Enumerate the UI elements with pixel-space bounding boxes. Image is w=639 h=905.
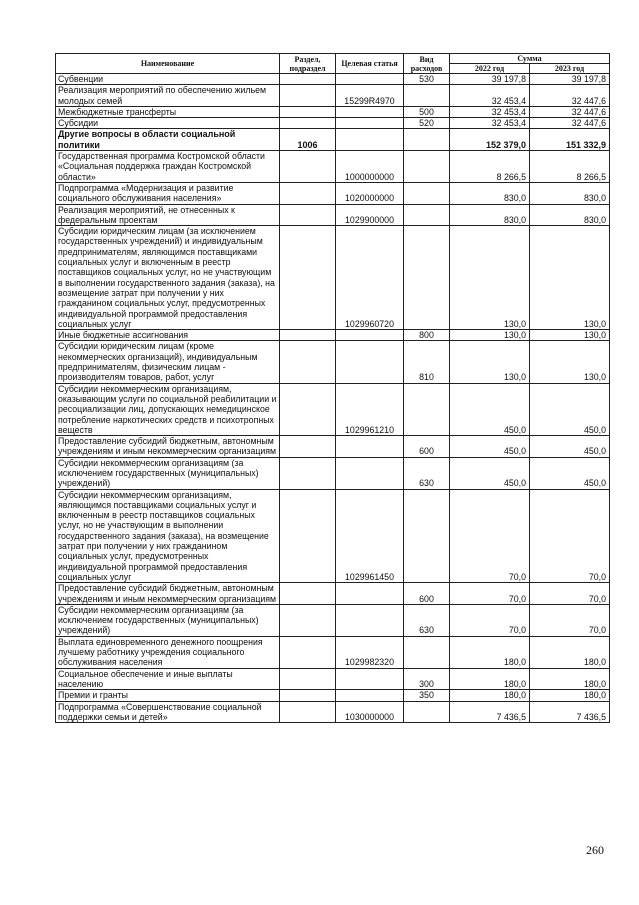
- cell-2022: 450,0: [450, 457, 530, 489]
- cell-name: Субсидии: [56, 118, 280, 129]
- cell-2022: 70,0: [450, 583, 530, 605]
- cell-2022: 32 453,4: [450, 85, 530, 107]
- cell-target: 1030000000: [336, 701, 404, 723]
- cell-2022: 180,0: [450, 636, 530, 668]
- cell-2023: 32 447,6: [530, 118, 610, 129]
- cell-target: [336, 668, 404, 690]
- cell-name: Предоставление субсидий бюджетным, автономным учреждениям и иным некоммерческим организациям: [56, 583, 280, 605]
- cell-target: [336, 118, 404, 129]
- table-row: [56, 341, 610, 383]
- cell-target: [336, 330, 404, 341]
- cell-name: Реализация мероприятий по обеспечению жильем молодых семей: [56, 85, 280, 107]
- cell-2022: 152 379,0: [450, 129, 530, 151]
- cell-2023: 180,0: [530, 668, 610, 690]
- cell-section: [280, 330, 336, 341]
- cell-kind: 350: [404, 690, 450, 701]
- cell-name: Субсидии некоммерческим организациям, являющимся поставщиками социальных услуг и включенным в реестр поставщиков социальных услуг, но не участвующим в выполнении государственного задания (заказа), на возмещение затрат при получении у них гражданином социальных услуг, предусмотренных индивидуальной программой предоставления социальных услуг: [56, 489, 280, 583]
- header-target: Целевая статья: [336, 54, 404, 74]
- cell-2023: 830,0: [530, 182, 610, 204]
- cell-target: 1020000000: [336, 182, 404, 204]
- table-row: [56, 330, 610, 341]
- table-row: [56, 106, 610, 117]
- header-kind: Вид расходов: [404, 54, 450, 74]
- cell-section: [280, 106, 336, 117]
- cell-section: [280, 436, 336, 458]
- cell-2023: 70,0: [530, 489, 610, 583]
- cell-name: Субсидии некоммерческим организациям (за исключением государственных (муниципальных) учреждений): [56, 457, 280, 489]
- page-number: 260: [586, 843, 604, 857]
- cell-name: Иные бюджетные ассигнования: [56, 330, 280, 341]
- cell-target: 1029900000: [336, 204, 404, 226]
- cell-name: Субсидии юридическим лицам (кроме некоммерческих организаций), индивидуальным предпринимателям, физическим лицам - производителям товаров, работ, услуг: [56, 341, 280, 383]
- cell-2023: 450,0: [530, 457, 610, 489]
- header-sum: Сумма: [450, 54, 610, 64]
- cell-name: Реализация мероприятий, не отнесенных к федеральным проектам: [56, 204, 280, 226]
- cell-kind: [404, 636, 450, 668]
- cell-2023: 180,0: [530, 690, 610, 701]
- cell-kind: [404, 701, 450, 723]
- cell-kind: [404, 182, 450, 204]
- cell-section: [280, 74, 336, 85]
- table-row: [56, 85, 610, 107]
- cell-section: [280, 668, 336, 690]
- cell-2022: 32 453,4: [450, 106, 530, 117]
- cell-target: 1029961450: [336, 489, 404, 583]
- cell-section: [280, 690, 336, 701]
- table-row: [56, 74, 610, 85]
- cell-name: Подпрограмма «Совершенствование социальной поддержки семьи и детей»: [56, 701, 280, 723]
- cell-section: [280, 204, 336, 226]
- cell-2023: 450,0: [530, 383, 610, 435]
- table-row: [56, 204, 610, 226]
- cell-2022: 180,0: [450, 668, 530, 690]
- cell-2022: 130,0: [450, 341, 530, 383]
- cell-kind: 630: [404, 604, 450, 636]
- cell-section: [280, 636, 336, 668]
- cell-kind: 600: [404, 436, 450, 458]
- cell-name: Другие вопросы в области социальной политики: [56, 129, 280, 151]
- cell-kind: 810: [404, 341, 450, 383]
- cell-kind: [404, 151, 450, 183]
- cell-section: [280, 341, 336, 383]
- cell-section: [280, 226, 336, 330]
- table-row: [56, 489, 610, 583]
- cell-2023: 180,0: [530, 636, 610, 668]
- cell-section: [280, 457, 336, 489]
- cell-kind: [404, 85, 450, 107]
- table-row: [56, 636, 610, 668]
- cell-name: Субсидии некоммерческим организациям (за исключением государственных (муниципальных) учреждений): [56, 604, 280, 636]
- cell-2023: 450,0: [530, 436, 610, 458]
- cell-2023: 7 436,5: [530, 701, 610, 723]
- table-row: [56, 182, 610, 204]
- table-row: [56, 151, 610, 183]
- cell-2022: 70,0: [450, 604, 530, 636]
- cell-kind: [404, 129, 450, 151]
- cell-target: [336, 583, 404, 605]
- cell-section: [280, 383, 336, 435]
- cell-target: [336, 106, 404, 117]
- cell-section: [280, 151, 336, 183]
- table-row: [56, 668, 610, 690]
- table-row: [56, 457, 610, 489]
- cell-section: [280, 489, 336, 583]
- cell-section: 1006: [280, 129, 336, 151]
- table-row: [56, 436, 610, 458]
- cell-2023: 39 197,8: [530, 74, 610, 85]
- cell-2022: 130,0: [450, 330, 530, 341]
- cell-2023: 130,0: [530, 341, 610, 383]
- table-row: [56, 604, 610, 636]
- table-row: [56, 129, 610, 151]
- cell-section: [280, 182, 336, 204]
- cell-target: [336, 457, 404, 489]
- cell-2023: 70,0: [530, 583, 610, 605]
- table-row: [56, 583, 610, 605]
- table-body: [56, 74, 610, 723]
- cell-kind: 530: [404, 74, 450, 85]
- cell-2022: 39 197,8: [450, 74, 530, 85]
- cell-target: 1029961210: [336, 383, 404, 435]
- cell-2022: 32 453,4: [450, 118, 530, 129]
- cell-section: [280, 604, 336, 636]
- header-2023: 2023 год: [530, 64, 610, 74]
- cell-2023: 151 332,9: [530, 129, 610, 151]
- cell-2023: 32 447,6: [530, 85, 610, 107]
- cell-2022: 830,0: [450, 204, 530, 226]
- header-name: Наименование: [56, 54, 280, 74]
- cell-2023: 830,0: [530, 204, 610, 226]
- cell-kind: [404, 204, 450, 226]
- budget-table: [55, 53, 610, 723]
- cell-section: [280, 701, 336, 723]
- cell-2023: 8 266,5: [530, 151, 610, 183]
- cell-name: Государственная программа Костромской области «Социальная поддержка граждан Костромской области»: [56, 151, 280, 183]
- cell-name: Субвенции: [56, 74, 280, 85]
- cell-name: Предоставление субсидий бюджетным, автономным учреждениям и иным некоммерческим организациям: [56, 436, 280, 458]
- cell-section: [280, 118, 336, 129]
- cell-2022: 7 436,5: [450, 701, 530, 723]
- cell-name: Субсидии некоммерческим организациям, оказывающим услуги по социальной реабилитации и ресоциализации лиц, допускающих немедицинское потребление наркотических средств и психотропных веществ: [56, 383, 280, 435]
- cell-target: [336, 690, 404, 701]
- cell-target: 15299R4970: [336, 85, 404, 107]
- cell-kind: 520: [404, 118, 450, 129]
- cell-target: 1029960720: [336, 226, 404, 330]
- header-section: Раздел, подраздел: [280, 54, 336, 74]
- cell-section: [280, 583, 336, 605]
- cell-name: Субсидии юридическим лицам (за исключением государственных учреждений) и индивидуальным предпринимателям, являющимся поставщиками социальных услуг и включенным в реестр поставщиков социальных услуг, но не участвующим в выполнении государственного задания (заказа), на возмещение затрат при получении у них гражданином социальных услуг, предусмотренных индивидуальной программой предоставления социальных услуг: [56, 226, 280, 330]
- cell-kind: [404, 226, 450, 330]
- cell-name: Выплата единовременного денежного поощрения лучшему работнику учреждения социального обслуживания населения: [56, 636, 280, 668]
- cell-name: Премии и гранты: [56, 690, 280, 701]
- cell-2022: 180,0: [450, 690, 530, 701]
- cell-2023: 32 447,6: [530, 106, 610, 117]
- table-row: [56, 701, 610, 723]
- cell-target: 1000000000: [336, 151, 404, 183]
- table-row: [56, 383, 610, 435]
- cell-2022: 450,0: [450, 436, 530, 458]
- cell-2022: 70,0: [450, 489, 530, 583]
- cell-kind: 600: [404, 583, 450, 605]
- table-row: [56, 690, 610, 701]
- cell-2022: 830,0: [450, 182, 530, 204]
- cell-2023: 130,0: [530, 226, 610, 330]
- header-2022: 2022 год: [450, 64, 530, 74]
- cell-kind: 300: [404, 668, 450, 690]
- cell-target: 1029982320: [336, 636, 404, 668]
- cell-target: [336, 436, 404, 458]
- cell-name: Подпрограмма «Модернизация и развитие социального обслуживания населения»: [56, 182, 280, 204]
- cell-2022: 8 266,5: [450, 151, 530, 183]
- cell-kind: 630: [404, 457, 450, 489]
- cell-kind: [404, 383, 450, 435]
- cell-kind: 500: [404, 106, 450, 117]
- cell-section: [280, 85, 336, 107]
- cell-name: Социальное обеспечение и иные выплаты населению: [56, 668, 280, 690]
- table-row: [56, 226, 610, 330]
- cell-target: [336, 129, 404, 151]
- cell-2023: 70,0: [530, 604, 610, 636]
- cell-target: [336, 74, 404, 85]
- cell-kind: 800: [404, 330, 450, 341]
- cell-target: [336, 604, 404, 636]
- cell-2022: 130,0: [450, 226, 530, 330]
- cell-name: Межбюджетные трансферты: [56, 106, 280, 117]
- cell-target: [336, 341, 404, 383]
- cell-2023: 130,0: [530, 330, 610, 341]
- cell-2022: 450,0: [450, 383, 530, 435]
- cell-kind: [404, 489, 450, 583]
- table-row: [56, 118, 610, 129]
